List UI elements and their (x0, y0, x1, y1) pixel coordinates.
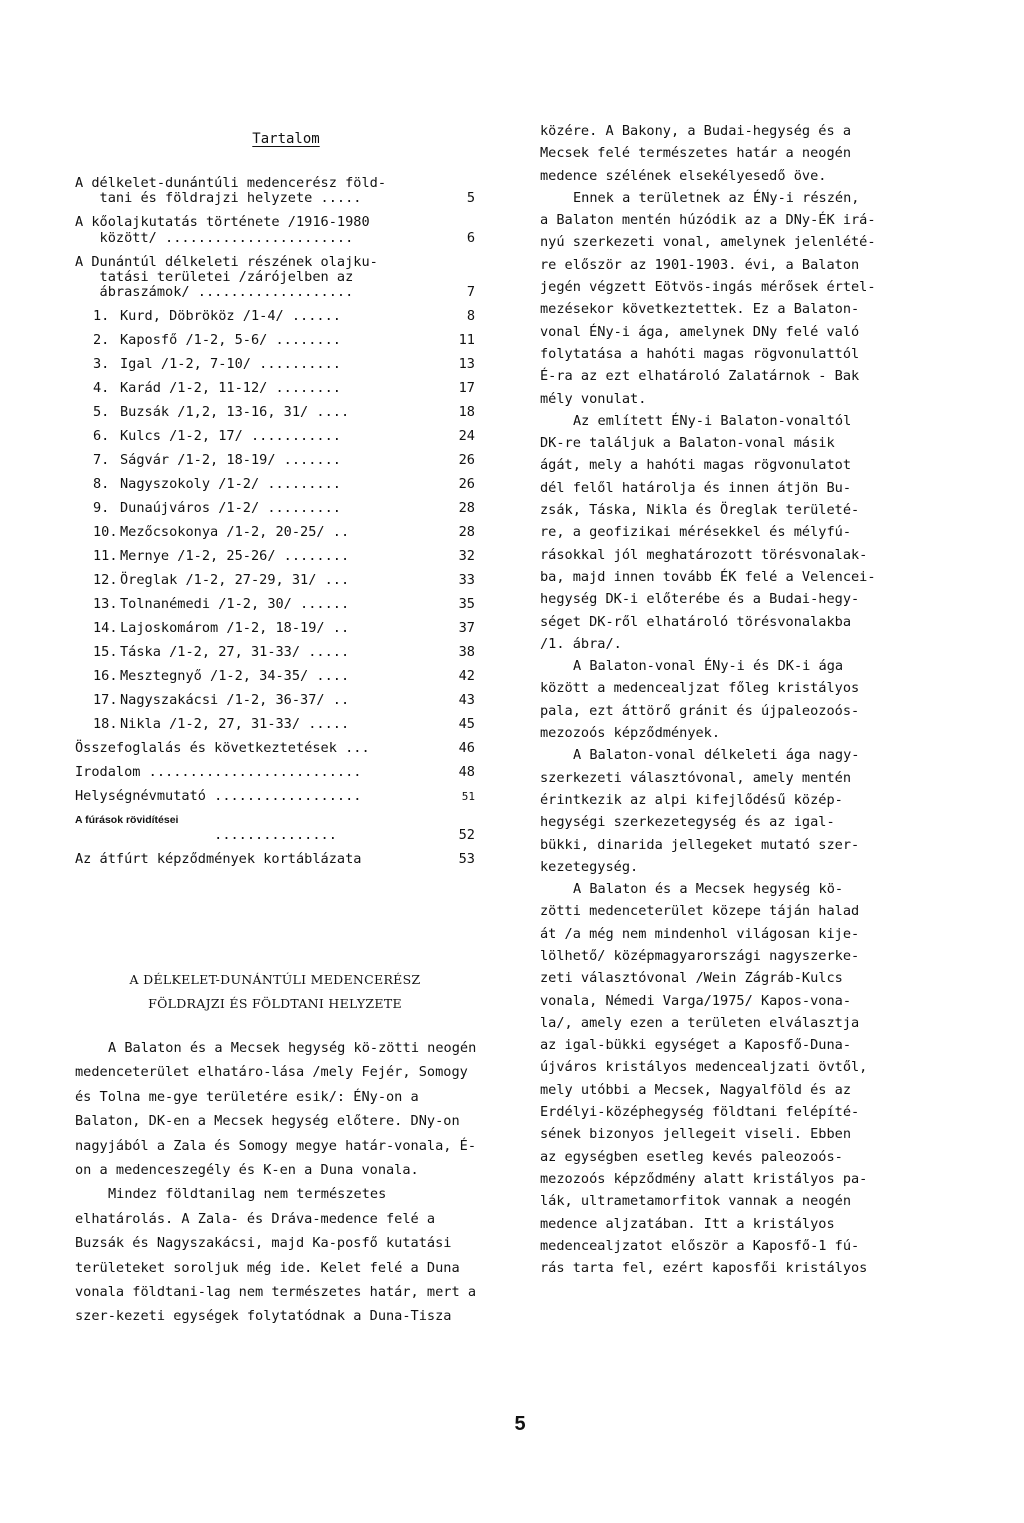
toc-entry-label: 3. Igal /1-2, 7-10/ .......... (93, 356, 341, 372)
toc-entry-page: 28 (458, 500, 475, 516)
toc-entry-page: 48 (458, 764, 475, 780)
toc-entry (75, 789, 475, 804)
text-line: mezozoós képződmény alatt kristályos pa- (540, 1170, 868, 1187)
text-line: közére. A Bakony, a Budai-hegység és a (540, 123, 851, 139)
toc-entry-index: 9. (93, 500, 110, 516)
text-line: vonal ÉNy-i ága, amelynek DNy felé való (540, 323, 860, 340)
toc-entry-label: 16. Mesztegnyő /1-2, 34-35/ .... (93, 668, 350, 684)
toc-entry-label: tani és földrajzi helyzete ..... (75, 190, 362, 206)
toc-entry (75, 176, 475, 206)
text-line: mezozoós képződmények. (540, 725, 721, 742)
text-line: zeti választóvonal /Wein Zágráb-Kulcs (540, 970, 843, 987)
toc-entry-page: 18 (458, 404, 475, 420)
toc-entry (75, 813, 475, 843)
toc-entry-label: 17. Nagyszakácsi /1-2, 36-37/ .. (93, 692, 350, 708)
toc-entry-label: ............... (75, 827, 337, 843)
text-line: lák, ultrametamorfitok vannak a neogén (540, 1193, 851, 1210)
toc-entry-label: 1. Kurd, Döbrököz /1-4/ ...... (93, 308, 341, 324)
text-line: séget DK-ről elhatároló törésvonalakba (540, 613, 851, 630)
toc-entry-line: tatási területei /zárójelben az (75, 269, 354, 285)
toc-entry-label: 7. Ságvár /1-2, 18-19/ ....... (93, 452, 341, 468)
text-line: dél felől határolja és innen átjön Bu- (540, 479, 851, 496)
text-line: szerkezeti választóvonal, amely mentén (540, 769, 851, 786)
toc-entry-page: 35 (458, 596, 475, 612)
toc-entry-label: 6. Kulcs /1-2, 17/ ........... (93, 428, 341, 444)
toc-entry-page: 7 (466, 284, 475, 300)
toc-entry-label: Az átfúrt képződmények kortáblázata (75, 851, 362, 867)
toc-entry (75, 405, 475, 420)
text-line: a Balaton mentén húzódik az a DNy-ÉK irá- (540, 212, 876, 229)
toc-entry (75, 549, 475, 564)
toc-entry (75, 453, 475, 468)
text-line: ágát, mely a hahóti magas rögvonulatot (540, 457, 851, 474)
toc-entry (75, 741, 475, 756)
toc-entry (75, 852, 475, 867)
page-number: 5 (514, 1413, 526, 1435)
toc-entry-page (451, 215, 475, 230)
text-line: át /a még nem mindenhol világosan kije- (540, 925, 860, 942)
toc-entry-label: 2. Kaposfő /1-2, 5-6/ ........ (93, 332, 341, 348)
text-line: medence aljzatában. Itt a kristályos (540, 1215, 835, 1232)
text-line: lölhető/ középmagyarországi nagyszerke- (540, 947, 860, 964)
toc-entry (75, 333, 475, 348)
paragraph: Mindez földtanilag nem természetes elhatárolás. A Zala- és Dráva-medence felé a Buzsák és Nagyszakácsi, majd Ka-posfő kutatási területeket soroljuk még ide. Kelet felé a Duna vonala földtani-lag nem természetes határ, mert a szer-kezeti egységek folytatódnak a Duna-Tisza (75, 1186, 477, 1325)
text-line: rás tarta fel, ezért kaposfői kristályos (540, 1260, 868, 1277)
toc-entry-index: 13. (93, 596, 118, 612)
paragraph: A Balaton és a Mecsek hegység kö-zötti neogén medenceterület elhatáro-lása /mely Fejér, Somogy és Tolna me-gye területére esik/: ÉNy-on a Balaton, DK-en a Mecsek hegység előtere. DNy-on nagyjából a Zala és Somogy megye határ-vonala, É-on a medenceszegély és K-en a Duna vonala. (75, 1040, 477, 1179)
toc-entry (75, 645, 475, 660)
text-line: ba, majd innen tovább ÉK felé a Velencei- (540, 568, 876, 585)
toc-entry-label: Irodalom .......................... (75, 764, 362, 780)
text-line: sének bizonyos jellegeit viseli. Ebben (540, 1126, 851, 1143)
toc-entry-label: Helységnévmutató .................. (75, 788, 362, 804)
toc-entry (75, 669, 475, 684)
section-title (75, 968, 475, 1016)
toc-entry-index: 8. (93, 476, 110, 492)
text-line: medence szélének elsekélyesedő öve. (540, 167, 827, 184)
toc-entry-page: 45 (458, 716, 475, 732)
text-line: mezésekor következtettek. Ez a Balaton- (540, 301, 860, 318)
toc-entry-label: 8. Nagyszokoly /1-2/ ......... (93, 476, 341, 492)
toc-entry-page: 24 (458, 428, 475, 444)
text-line: érintkezik az alpi kifejlődésű közép- (540, 791, 843, 808)
toc-entry-index: 4. (93, 380, 110, 396)
toc-entry-label: 18. Nikla /1-2, 27, 31-33/ ..... (93, 716, 350, 732)
toc-entry-index: 11. (93, 548, 118, 564)
text-line: pala, ezt áttörő gránit és újpaleozoós- (540, 702, 860, 719)
text-line: zsák, Táska, Nikla és Öreglak területé- (540, 502, 860, 519)
toc-entry-page: 26 (458, 476, 475, 492)
toc-entry-label: 4. Karád /1-2, 11-12/ ........ (93, 380, 341, 396)
toc-entry (75, 255, 475, 300)
toc-entry-page: 13 (458, 356, 475, 372)
body-text-left (75, 1036, 477, 1329)
toc-entry (75, 309, 475, 324)
text-line: kezetegység. (540, 858, 639, 875)
text-line: az egységben esetleg kevés paleozoós- (540, 1148, 843, 1165)
toc-entry-page: 52 (458, 827, 475, 843)
text-line: re, a geofizikai mérésekkel és mélyfú- (540, 524, 851, 541)
toc-entry-index: 12. (93, 572, 118, 588)
toc-entry (75, 717, 475, 732)
table-of-contents (75, 176, 475, 876)
toc-entry-page: 5 (466, 190, 475, 206)
text-line: Az említett ÉNy-i Balaton-vonaltól (573, 412, 852, 429)
text-line: folytatása a hahóti magas rögvonulattól (540, 345, 860, 362)
body-text-right (540, 120, 940, 1279)
toc-entry-index: 17. (93, 692, 118, 708)
toc-entry-line: A délkelet-dunántúli medencerész föld- (75, 175, 386, 191)
toc-entry-page: 43 (458, 692, 475, 708)
toc-entry-index: 5. (93, 404, 110, 420)
toc-entry (75, 765, 475, 780)
toc-entry-label: A kőolajkutatás története /1916-1980 (75, 214, 370, 230)
toc-entry (75, 693, 475, 708)
text-line: az igal-bükki egységet a Kaposfő-Duna- (540, 1037, 851, 1054)
toc-entry-label: 15. Táska /1-2, 27, 31-33/ ..... (93, 644, 350, 660)
toc-entry-page: 32 (458, 548, 475, 564)
toc-entry (75, 357, 475, 372)
text-line: újváros kristályos medencealjzati övtől, (540, 1059, 868, 1076)
toc-entry-index: 3. (93, 356, 110, 372)
toc-entry (75, 477, 475, 492)
toc-entry-page: 8 (466, 308, 475, 324)
toc-entry-label: között/ ....................... (75, 230, 354, 246)
toc-entry-label: 12. Öreglak /1-2, 27-29, 31/ ... (93, 572, 350, 588)
toc-entry-page: 38 (458, 644, 475, 660)
toc-entry-page: 28 (458, 524, 475, 540)
text-line: É-ra az ezt elhatároló Zalatárnok - Bak (540, 368, 860, 385)
toc-entry-label: 10. Mezőcsokonya /1-2, 20-25/ .. (93, 524, 350, 540)
toc-entry-page: 53 (458, 851, 475, 867)
text-line: re először az 1901-1903. évi, a Balaton (540, 256, 860, 273)
text-line: Mecsek felé természetes határ a neogén (540, 145, 851, 162)
toc-entry-page: 51 (461, 790, 475, 803)
text-line: vonala, Némedi Varga/1975/ Kapos-vona- (540, 992, 851, 1009)
toc-entry-page: 46 (458, 740, 475, 756)
toc-entry-label: Összefoglalás és következtetések ... (75, 740, 370, 756)
text-line: hegységi szerkezetegység és az igal- (540, 814, 835, 831)
toc-entry-label: 9. Dunaújváros /1-2/ ......... (93, 500, 341, 516)
toc-entry-index: 2. (93, 332, 110, 348)
toc-entry-page: 37 (458, 620, 475, 636)
toc-entry (75, 215, 475, 230)
toc-entry (75, 231, 475, 246)
toc-entry-label: 5. Buzsák /1,2, 13-16, 31/ .... (93, 404, 350, 420)
toc-entry-page: 42 (458, 668, 475, 684)
toc-entry-page: 33 (458, 572, 475, 588)
text-line: A Balaton-vonal délkeleti ága nagy- (573, 747, 860, 764)
text-line: Ennek a területnek az ÉNy-i részén, (573, 189, 860, 206)
toc-entry-index: 1. (93, 308, 110, 324)
text-line: rásokkal jól meghatározott törésvonalak- (540, 546, 868, 563)
toc-entry-line: A fúrások rövidítései (75, 814, 179, 826)
toc-entry-line: A Dunántúl délkeleti részének olajku- (75, 254, 378, 270)
toc-entry-index: 14. (93, 620, 118, 636)
text-line: Erdélyi-középhegység földtani felépíté- (540, 1104, 860, 1121)
toc-entry-index: 18. (93, 716, 118, 732)
section-title-line-2: FÖLDRAJZI ÉS FÖLDTANI HELYZETE (148, 996, 402, 1011)
toc-entry (75, 621, 475, 636)
text-line: bükki, dinarida jellegeket mutató szer- (540, 836, 860, 853)
toc-entry-index: 15. (93, 644, 118, 660)
toc-entry-page: 26 (458, 452, 475, 468)
toc-entry-index: 16. (93, 668, 118, 684)
toc-entry-index: 6. (93, 428, 110, 444)
text-line: között a medencealjzat főleg kristályos (540, 680, 860, 697)
text-line: hegység DK-i előterébe és a Budai-hegy- (540, 591, 860, 608)
toc-entry-index: 7. (93, 452, 110, 468)
toc-entry-index: 10. (93, 524, 118, 540)
toc-entry-label: 11. Mernye /1-2, 25-26/ ........ (93, 548, 350, 564)
text-line: A Balaton-vonal ÉNy-i és DK-i ága (573, 658, 844, 675)
text-line: mély vonulat. (540, 390, 647, 407)
text-line: nyú szerkezeti vonal, amelynek jelenlété- (540, 234, 876, 251)
text-line: A Balaton és a Mecsek hegység kö- (573, 881, 844, 898)
toc-entry (75, 381, 475, 396)
toc-entry-page: 17 (458, 380, 475, 396)
toc-entry-page: 6 (466, 230, 475, 246)
text-line: zötti medenceterület közepe táján halad (540, 903, 860, 920)
toc-entry-page: 11 (458, 332, 475, 348)
toc-entry (75, 597, 475, 612)
toc-entry (75, 525, 475, 540)
toc-title: Tartalom (252, 131, 320, 147)
text-line: mely utóbbi a Mecsek, Nagyalföld és az (540, 1081, 851, 1098)
toc-entry-label: ábraszámok/ ................... (75, 284, 354, 300)
text-line: DK-re találjuk a Balaton-vonal másik (540, 435, 835, 452)
text-line: /1. ábra/. (540, 635, 622, 652)
text-line: la/, amely ezen a területen elválasztja (540, 1014, 860, 1031)
toc-entry-label: 13. Tolnanémedi /1-2, 30/ ...... (93, 596, 350, 612)
toc-entry (75, 573, 475, 588)
section-title-line-1: A DÉLKELET-DUNÁNTÚLI MEDENCERÉSZ (129, 972, 421, 987)
text-line: medencealjzatot először a Kaposfő-1 fú- (540, 1237, 860, 1254)
text-line: jegén végzett Eötvös-ingás mérősek értel- (540, 279, 876, 296)
toc-entry-label: 14. Lajoskomárom /1-2, 18-19/ .. (93, 620, 350, 636)
toc-entry (75, 501, 475, 516)
toc-entry (75, 429, 475, 444)
